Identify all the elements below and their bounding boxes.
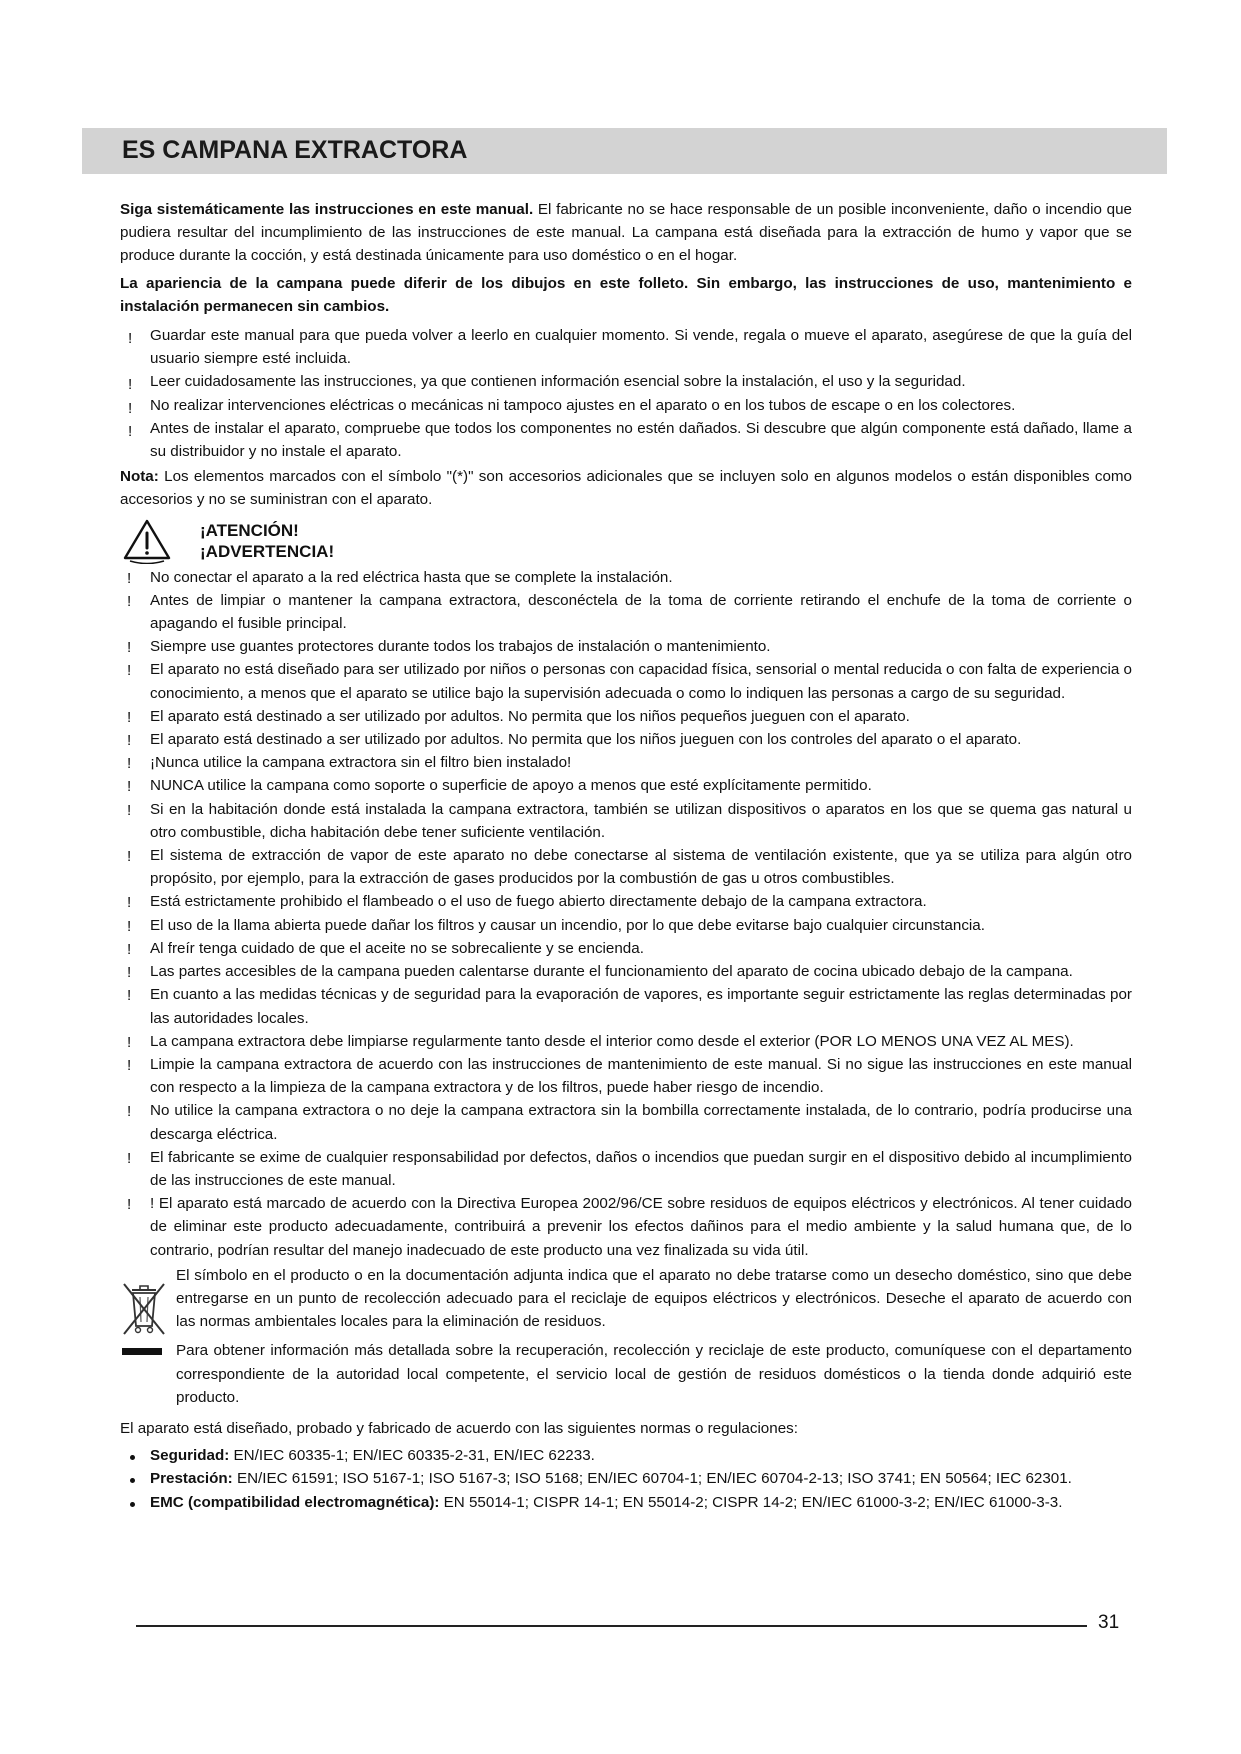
exclamation-icon: ! [127,940,132,958]
list-item: ! No realizar intervenciones eléctricas o mecánicas ni tampoco ajustes en el aparato o en los tubos de escape o en los colectores. [120,394,1132,417]
standards-intro: El aparato está diseñado, probado y fabricado de acuerdo con las siguientes normas o regulaciones: [120,1419,798,1437]
warning-heading [120,518,1132,564]
list-item: ! Limpie la campana extractora de acuerdo con las instrucciones de mantenimiento de este manual. Si no sigue las instrucciones en este manual con respecto a la limpieza de la campana extractora y de los filtros, puede haber riesgo de incendio. [127,1055,1132,1097]
appearance-note: La apariencia de la campana puede diferir de los dibujos en este folleto. Sin embargo, las instrucciones de uso, mantenimiento e instalación permanecen sin cambios. [120,274,1132,315]
footer-divider [136,1625,1087,1627]
list-item: ! Guardar este manual para que pueda volver a leerlo en cualquier momento. Si vende, regala o mueve el aparato, asegúrese de que la guía del usuario siempre esté incluida. [128,327,1132,368]
standards-list [120,1444,1132,1514]
list-item: ! El aparato está destinado a ser utilizado por adultos. No permita que los niños pequeños jueguen con el aparato. [120,705,1132,728]
exclamation-icon: ! [127,1056,132,1074]
exclamation-icon: ! [127,569,132,587]
exclamation-icon: ! [127,708,132,726]
warning-triangle-icon [122,518,172,564]
page-number: 31 [1098,1612,1120,1633]
note-paragraph [120,465,1132,511]
list-item: ! El aparato está destinado a ser utilizado por adultos. No permita que los niños jueguen con los controles del aparato o el aparato. [120,728,1132,751]
list-item: Seguridad: EN/IEC 60335-1; EN/IEC 60335-2-31, EN/IEC 62233. [120,1444,1132,1467]
intro-text: El fabricante no se hace responsable de un posible inconveniente, daño o incendio que pudiera resultar del incumplimiento de las instrucciones de este manual. La campana está diseñada para la extracción de humo y vapor que se produce durante la cocción, y está destinada únicamente para uso doméstico o en el hogar. [120,201,1133,265]
exclamation-icon: ! [127,592,132,610]
warnings-list [120,566,1132,1262]
list-item: ! Al freír tenga cuidado de que el aceite no se sobrecaliente y se encienda. [120,937,1132,960]
section-header [82,128,1167,174]
list-item: ! Está estrictamente prohibido el flambeado o el uso de fuego abierto directamente debajo de la campana extractora. [120,890,1132,913]
list-item: Prestación: EN/IEC 61591; ISO 5167-1; ISO 5167-3; ISO 5168; EN/IEC 60704-1; EN/IEC 60704-2-13; ISO 3741; EN 50564; IEC 62301. [120,1467,1132,1490]
warning-title [200,520,334,563]
note-text: Los elementos marcados con el símbolo "(*)" son accesorios adicionales que se incluyen solo en algunos modelos o están disponibles como accesorios y no se suministran con el aparato. [120,468,1132,509]
exclamation-icon: ! [127,1149,132,1167]
attention-label: ¡ATENCIÓN! [200,520,299,540]
exclamation-icon: ! [127,894,132,912]
bullet-icon [130,1478,135,1483]
list-item: ! No utilice la campana extractora o no deje la campana extractora sin la bombilla correctamente instalada, de lo contrario, podría producirse una descarga eléctrica. [127,1102,1132,1143]
exclamation-icon: ! [128,422,133,440]
list-item: ! Antes de instalar el aparato, compruebe que todos los componentes no estén dañados. Si descubre que algún componente está dañado, llame a su distribuidor y no instale el aparato. [128,419,1132,461]
exclamation-icon: ! [127,778,132,796]
list-item: ! El aparato no está diseñado para ser utilizado por niños o personas con capacidad física, sensorial o mental reducida o con falta de experiencia o conocimiento, a menos que el aparato se utilice bajo la supervisión adecuada o como lo indiquen las personas a cargo de su seguridad. [127,661,1132,702]
page-title: ES CAMPANA EXTRACTORA [122,136,468,164]
exclamation-icon: ! [127,1196,132,1214]
intro-paragraph [120,198,1132,268]
exclamation-icon: ! [128,330,133,348]
exclamation-icon: ! [128,399,133,417]
list-item: ! Las partes accesibles de la campana pueden calentarse durante el funcionamiento del aparato de cocina ubicado debajo de la campana. [120,960,1132,983]
bullet-icon [130,1455,135,1460]
weee-section [120,1264,1132,1409]
exclamation-icon: ! [127,987,132,1005]
exclamation-icon: ! [128,376,133,394]
list-item: ! Antes de limpiar o mantener la campana extractora, desconéctela de la toma de corriente retirando el enchufe de la toma de corriente o apagando el fusible principal. [127,591,1132,633]
crossed-bin-icon [120,1276,168,1358]
exclamation-icon: ! [127,801,132,819]
list-item: ! El uso de la llama abierta puede dañar los filtros y causar un incendio, por lo que debe evitarse bajo cualquier circunstancia. [120,914,1132,937]
page-content [120,198,1132,1514]
list-item: EMC (compatibilidad electromagnética): EN 55014-1; CISPR 14-1; EN 55014-2; CISPR 14-2; EN/IEC 61000-3-2; EN/IEC 61000-3-3. [120,1491,1132,1514]
exclamation-icon: ! [127,662,132,680]
list-item: ! No conectar el aparato a la red eléctrica hasta que se complete la instalación. [120,566,1132,589]
exclamation-icon: ! [127,1103,132,1121]
list-item: ! El fabricante se exime de cualquier responsabilidad por defectos, daños o incendios que puedan surgir en el dispositivo debido al incumplimiento de las instrucciones de este manual. [127,1148,1132,1189]
exclamation-icon: ! [127,917,132,935]
list-item: ! Siempre use guantes protectores durante todos los trabajos de instalación o mantenimiento. [120,635,1132,658]
intro-bold: Siga sistemáticamente las instrucciones en este manual. [120,201,534,218]
list-item: ! Leer cuidadosamente las instrucciones, ya que contienen información esencial sobre la instalación, el uso y la seguridad. [120,370,1132,393]
bullet-icon [130,1502,135,1507]
exclamation-icon: ! [127,964,132,982]
exclamation-icon: ! [127,732,132,750]
exclamation-icon: ! [127,639,132,657]
list-item: ! Si en la habitación donde está instalada la campana extractora, también se utilizan dispositivos o aparatos en los que se quema gas natural u otro combustible, dicha habitación debe tener suficiente ventilación. [127,800,1132,841]
general-instructions-list [120,324,1132,463]
exclamation-icon: ! [127,848,132,866]
exclamation-icon: ! [127,755,132,773]
list-item: ! En cuanto a las medidas técnicas y de seguridad para la evaporación de vapores, es importante seguir estrictamente las reglas determinadas por las autoridades locales. [127,986,1132,1027]
note-label: Nota: [120,468,159,486]
exclamation-icon: ! [127,1033,132,1051]
weee-paragraph: El símbolo en el producto o en la documentación adjunta indica que el aparato no debe tratarse como un desecho doméstico, sino que debe entregarse en un punto de recolección adecuado para el reciclaje de equipos eléctricos y electrónicos. Deseche el aparato de acuerdo con las normas ambientales locales para la eliminación de residuos. [176,1266,1132,1331]
list-item: ! ¡Nunca utilice la campana extractora sin el filtro bien instalado! [120,751,1132,774]
list-item: ! La campana extractora debe limpiarse regularmente tanto desde el interior como desde el exterior (POR LO MENOS UNA VEZ AL MES). [120,1030,1132,1053]
recycling-info-paragraph: Para obtener información más detallada sobre la recuperación, recolección y reciclaje de este producto, comuníquese con el departamento correspondiente de la autoridad local competente, el servicio local de gestión de residuos domésticos o la tienda donde adquirió este producto. [176,1342,1132,1406]
list-item: ! NUNCA utilice la campana como soporte o superficie de apoyo a menos que esté explícitamente permitido. [120,774,1132,797]
list-item: ! ! El aparato está marcado de acuerdo con la Directiva Europea 2002/96/CE sobre residuos de equipos eléctricos y electrónicos. Al tener cuidado de eliminar este producto adecuadamente, contribuirá a prevenir los efectos dañinos para el medio ambiente y la salud humana que, de lo contrario, podrían resultar del manejo inadecuado de este producto una vez finalizada su vida útil. [127,1195,1132,1259]
list-item: ! El sistema de extracción de vapor de este aparato no debe conectarse al sistema de ventilación existente, que ya se utiliza para algún otro propósito, por ejemplo, para la extracción de gases producidos por la combustión de gas u otros combustibles. [127,847,1132,888]
advertencia-label: ¡ADVERTENCIA! [200,542,335,562]
